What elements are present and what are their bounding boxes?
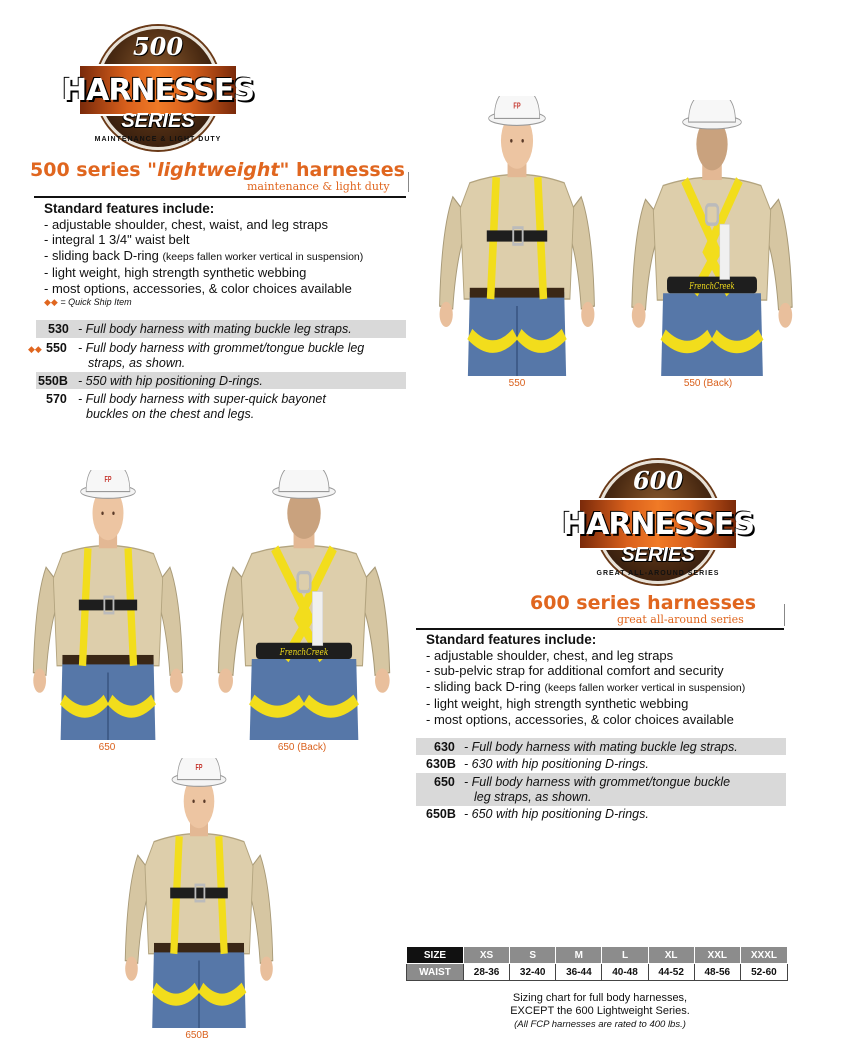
feature-note: (keeps fallen worker vertical in suspension) — [162, 250, 364, 263]
model-desc-cont: straps, as shown. — [88, 356, 186, 370]
logo-600-series — [562, 456, 754, 584]
model-number: 550 — [46, 341, 67, 355]
quick-ship-legend — [44, 297, 132, 308]
model-desc-cont: buckles on the chest and legs. — [86, 407, 255, 421]
model-desc: - Full body harness with super-quick bayonet — [78, 392, 326, 406]
model-desc: - Full body harness with mating buckle leg straps. — [78, 322, 352, 336]
model-row-530 — [36, 320, 406, 338]
model-desc: - 550 with hip positioning D-rings. — [78, 374, 263, 388]
model-desc: - Full body harness with grommet/tongue buckle — [464, 775, 731, 789]
size-cell: XXXL — [740, 947, 787, 964]
logo-600-sub: GREAT ALL-AROUND SERIES — [596, 570, 720, 577]
photo-650-back — [210, 470, 398, 740]
logo-500-band-text: HARNESSES — [62, 72, 254, 108]
logo-600-number: 600 — [632, 466, 684, 495]
series-500-subtitle: maintenance & light duty — [247, 180, 390, 193]
caption-650-back: 650 (Back) — [277, 742, 327, 753]
size-cell: XXL — [694, 947, 740, 964]
model-row-630b — [416, 756, 786, 773]
logo-500-band — [62, 64, 254, 116]
series-600-rule — [416, 628, 784, 630]
model-row-550b — [36, 372, 406, 389]
feature-item: - most options, accessories, & color choices available — [426, 711, 734, 727]
caption-550: 550 — [508, 378, 526, 389]
feature-item: - light weight, high strength synthetic webbing — [426, 696, 689, 711]
size-cell: XL — [648, 947, 694, 964]
caption-550-back: 550 (Back) — [683, 378, 733, 389]
size-note-italic: (All FCP harnesses are rated to 400 lbs.) — [514, 1019, 686, 1030]
feature-item: - adjustable shoulder, chest, waist, and leg straps — [44, 216, 328, 232]
model-row-650 — [416, 773, 786, 806]
model-desc: - Full body harness with grommet/tongue buckle leg — [78, 341, 365, 355]
waist-cell: 40-48 — [602, 964, 648, 981]
caption-650b: 650B — [185, 1030, 209, 1041]
model-row-550 — [28, 339, 406, 371]
feature-item: - light weight, high strength synthetic webbing — [44, 265, 307, 280]
series-500-title-pre: 500 series — [30, 159, 148, 181]
model-row-650b — [416, 806, 786, 823]
model-number: 550B — [38, 374, 68, 388]
model-desc: - 630 with hip positioning D-rings. — [464, 757, 649, 771]
size-cell: L — [602, 947, 648, 964]
features-500 — [44, 201, 414, 296]
feature-item: - adjustable shoulder, chest, and leg straps — [426, 647, 674, 663]
waist-cell: 32-40 — [510, 964, 556, 981]
logo-600-band-text: HARNESSES — [562, 506, 754, 542]
waist-row — [407, 964, 788, 981]
logo-500-series-text: SERIES — [121, 110, 195, 132]
size-chart — [406, 946, 788, 981]
model-number: 530 — [48, 322, 69, 336]
photo-650b-front — [118, 758, 280, 1028]
features-600 — [426, 632, 806, 727]
photo-550-front — [432, 96, 602, 376]
feature-item-text: - sliding back D-ring — [44, 247, 159, 263]
feature-item — [426, 679, 806, 697]
feature-item: - sub-pelvic strap for additional comfort and security — [426, 663, 724, 678]
model-number: 650B — [426, 807, 456, 821]
diamond-icon: ◆◆ — [44, 297, 58, 307]
logo-500-series — [62, 22, 254, 150]
feature-note: (keeps fallen worker vertical in suspension) — [544, 681, 746, 694]
model-row-570 — [36, 390, 406, 424]
size-cell: M — [556, 947, 602, 964]
size-row — [407, 947, 788, 964]
feature-item: - most options, accessories, & color choices available — [44, 280, 352, 296]
logo-500-sub: MAINTENANCE & LIGHT DUTY — [94, 136, 222, 143]
series-500-rule — [34, 196, 406, 198]
size-header: SIZE — [407, 947, 464, 964]
diamond-icon: ◆◆ — [28, 344, 42, 354]
series-500-title-post: harnesses — [289, 159, 405, 181]
feature-item-text: - sliding back D-ring — [426, 678, 541, 694]
waist-cell: 36-44 — [556, 964, 602, 981]
features-500-heading: Standard features include: — [44, 201, 215, 216]
series-600-subtitle: great all-around series — [617, 613, 744, 626]
feature-item: - integral 1 3/4" waist belt — [44, 232, 190, 247]
series-500-title — [30, 159, 405, 181]
size-note-line — [430, 1018, 770, 1031]
logo-600-band — [562, 498, 754, 550]
model-desc-cont: leg straps, as shown. — [474, 790, 592, 804]
model-number: 630B — [426, 757, 456, 771]
quick-ship-text: = Quick Ship Item — [60, 297, 132, 307]
model-desc: - Full body harness with mating buckle leg straps. — [464, 740, 738, 754]
size-note-line: EXCEPT the 600 Lightweight Series. — [510, 1005, 690, 1017]
caption-650: 650 — [98, 742, 116, 753]
model-number: 570 — [46, 392, 67, 406]
logo-600-series-text: SERIES — [621, 544, 695, 566]
model-desc: - 650 with hip positioning D-rings. — [464, 807, 649, 821]
waist-header: WAIST — [407, 964, 464, 981]
heading-600-bar — [784, 604, 785, 626]
waist-cell: 28-36 — [464, 964, 510, 981]
logo-500-number: 500 — [132, 32, 184, 61]
waist-cell: 52-60 — [740, 964, 787, 981]
size-cell: S — [510, 947, 556, 964]
model-number: 630 — [434, 740, 455, 754]
size-cell: XS — [464, 947, 510, 964]
heading-500-bar — [408, 172, 409, 192]
model-row-630 — [416, 738, 786, 755]
series-600-title: 600 series harnesses — [530, 592, 757, 614]
photo-650-front — [26, 470, 190, 740]
size-note — [430, 992, 770, 1031]
waist-cell: 44-52 — [648, 964, 694, 981]
waist-cell: 48-56 — [694, 964, 740, 981]
size-note-line: Sizing chart for full body harnesses, — [512, 992, 688, 1004]
model-number: 650 — [434, 775, 455, 789]
photo-550-back — [624, 100, 800, 376]
features-600-heading: Standard features include: — [426, 632, 597, 647]
feature-item — [44, 248, 414, 266]
series-500-title-em: "lightweight" — [147, 159, 290, 181]
